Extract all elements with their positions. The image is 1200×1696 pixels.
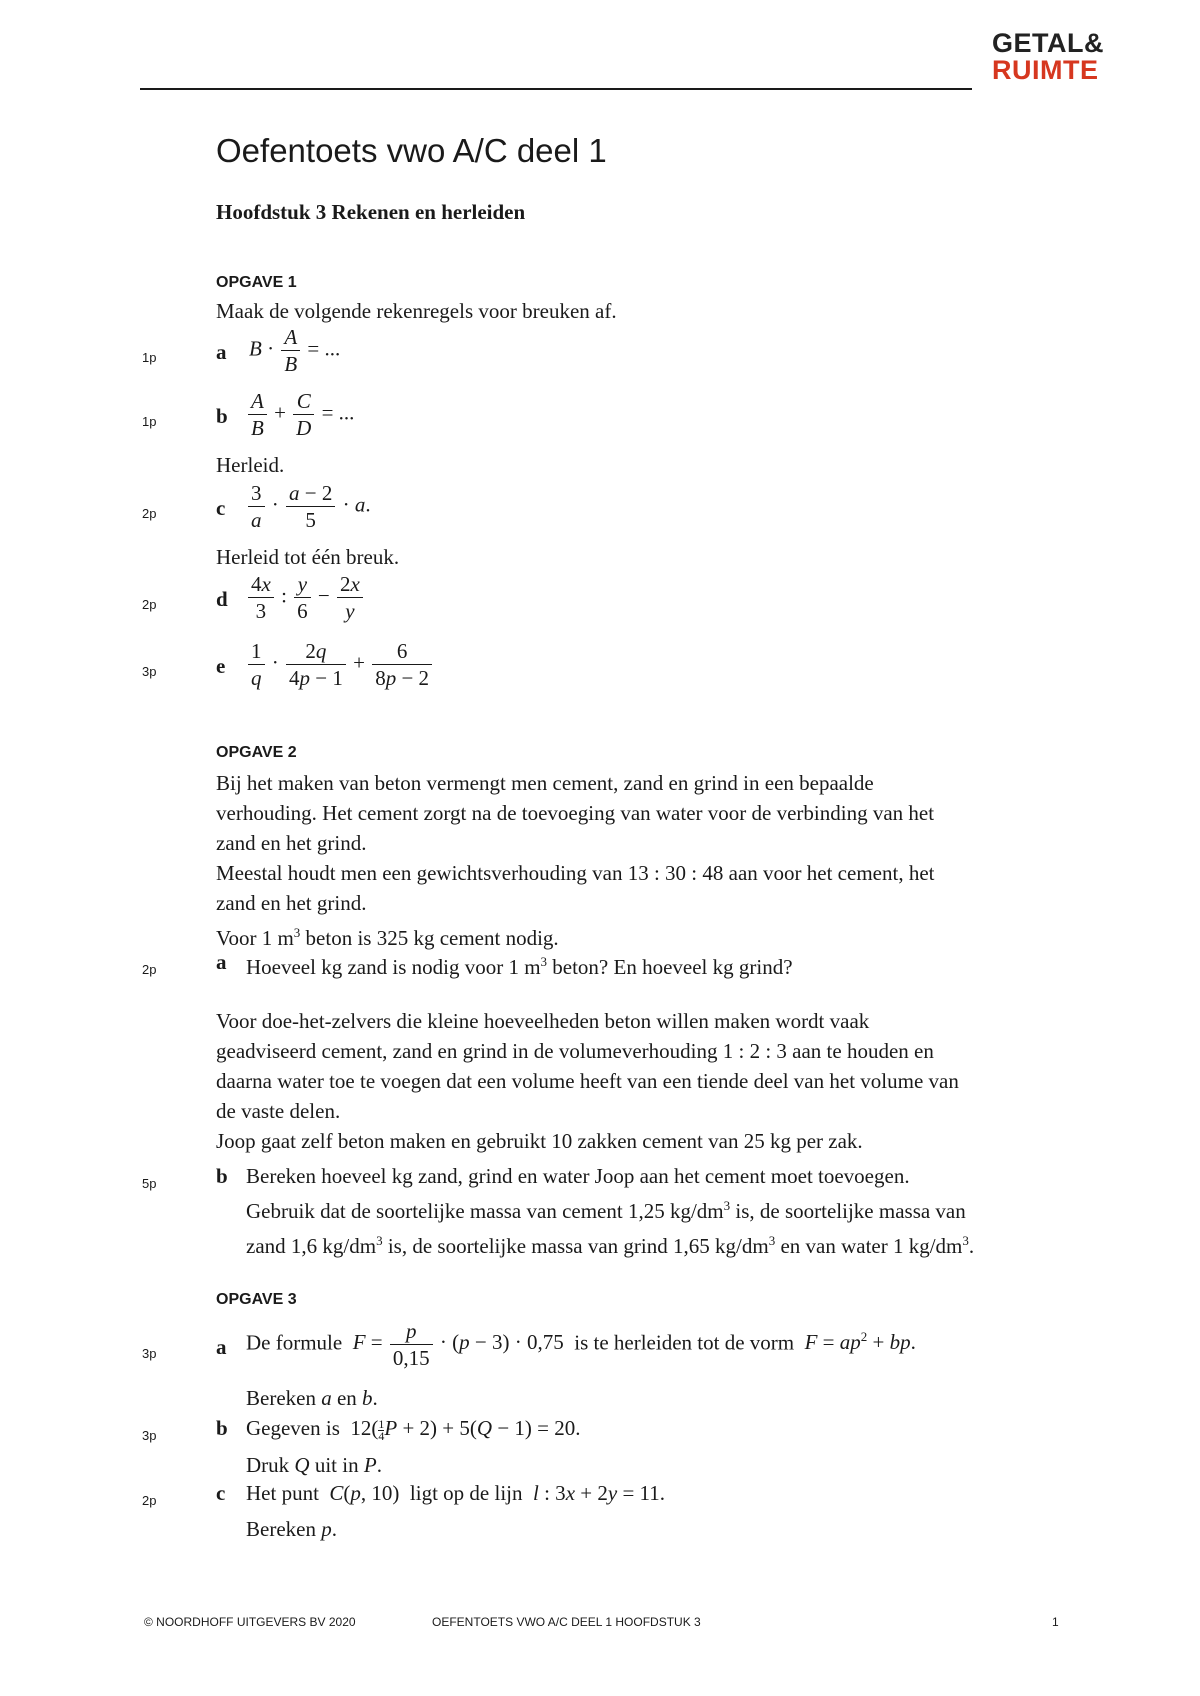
text-line: Joop gaat zelf beton maken en gebruikt 10 zakken cement van 25 kg per zak. [216,1129,863,1153]
formula-3c: l : 3x + 2y = 11. [533,1481,666,1505]
question-letter-3a: a [216,1335,227,1359]
question-3a-text: De formule F = $\frac{p}{0,15}$ · (p − 3) · 0,75 is te herleiden tot de vorm $F = ap^2$ + bp. [246,1319,916,1370]
formula-1b: $\frac{A}{B}$ + $\frac{C}{D}$ = ... [246,388,354,441]
points-3b: 3p [142,1428,157,1443]
points-3a: 3p [142,1346,157,1361]
question-letter-3c: c [216,1481,226,1505]
text-line: Voor doe-het-zelvers die kleine hoeveelheden beton willen maken wordt vaak [216,1009,870,1033]
points-1c: 2p [142,506,157,521]
question-letter-1c: c [216,496,226,520]
points-1b: 1p [142,414,157,429]
text-line: verhouding. Het cement zorgt na de toevoeging van water voor de verbinding van het [216,801,935,825]
question-3b-text: Gegeven is 12( $\frac{1}{4}$ P + 2) + 5(Q − 1) = 20. [246,1416,581,1443]
logo-line-1: GETAL& [992,28,1104,58]
text-line: zand en het grind. [216,831,367,855]
text-line: de vaste delen. [216,1099,341,1123]
logo-line-2: RUIMTE [992,55,1099,85]
footer-copyright: © NOORDHOFF UITGEVERS BV 2020 [144,1615,356,1629]
question-letter-1b: b [216,404,228,428]
footer-page-number: 1 [1052,1615,1059,1629]
opgave-2-heading: OPGAVE 2 [216,744,297,761]
points-2a: 2p [142,962,157,977]
opgave-3-heading: OPGAVE 3 [216,1291,297,1308]
points-1e: 3p [142,664,157,679]
page-title: Oefentoets vwo A/C deel 1 [216,132,607,169]
question-2b-text [246,1161,974,1261]
text-line: Bereken hoeveel kg zand, grind en water Joop aan het cement moet toevoegen. [246,1164,910,1188]
question-3b-line2: Druk Q uit in P. [246,1453,382,1477]
opgave-1-intro: Maak de volgende rekenregels voor breuken af. [216,299,617,323]
text-line: Gebruik dat de soortelijke massa van cement 1,25 $kg/dm^3$ is, de soortelijke massa van [246,1198,966,1223]
chapter-subtitle: Hoofdstuk 3 Rekenen en herleiden [216,200,526,224]
question-letter-2a: a [216,950,227,974]
header-rule [140,88,972,90]
text-line: daarna water toe te voegen dat een volume heeft van een tiende deel van het volume van [216,1069,959,1093]
text-line: zand 1,6 $kg/dm^3$ is, de soortelijke massa van grind 1,65 $kg/dm^3$ en van water 1 $kg/dm^3$. [246,1233,975,1258]
point-C: C(p, 10) [329,1481,405,1505]
formula-3b: 12( $\frac{1}{4}$ P + 2) + 5(Q − 1) = 20. [345,1416,581,1443]
question-letter-1d: d [216,587,228,611]
formula-1c: $\frac{3}{a}$ · $\frac{a - 2}{5}$ · a. [246,480,371,533]
question-letter-1a: a [216,340,227,364]
points-2b: 5p [142,1176,157,1191]
formula-1a: B · $\frac{A}{B}$ = ... [249,325,341,376]
instruction-herleid: Herleid. [216,453,285,477]
question-letter-2b: b [216,1164,228,1188]
formula-1d: $\frac{4x}{3}$ : $\frac{y}{6}$ − $\frac{2x}{y}$ [246,571,365,624]
text-line: Bij het maken van beton vermengt men cement, zand en grind in een bepaalde [216,771,874,795]
points-1a: 1p [142,350,157,365]
formula-3a-target: $F = ap^2$ + bp. [804,1329,916,1355]
text-line: Voor 1 $m^3$ beton is 325 kg cement nodig. [216,925,559,950]
text-line: zand en het grind. [216,891,367,915]
question-2a-text: Hoeveel kg zand is nodig voor 1 $m^3$ beton? En hoeveel kg grind? [246,954,793,979]
instruction-herleid-breuk: Herleid tot één breuk. [216,545,400,569]
question-letter-1e: e [216,654,226,678]
text-line: Meestal houdt men een gewichtsverhouding van 13 : 30 : 48 aan voor het cement, het [216,861,935,885]
points-1d: 2p [142,597,157,612]
question-3c-line2: Bereken p. [246,1517,337,1541]
opgave-2-text-2 [216,1006,959,1156]
question-letter-3b: b [216,1416,228,1440]
question-3a-line2: Bereken a en b. [246,1386,378,1410]
brand-logo [992,30,1104,84]
points-3c: 2p [142,1493,157,1508]
footer-doc-title: OEFENTOETS VWO A/C DEEL 1 HOOFDSTUK 3 [432,1615,701,1629]
formula-1e: $\frac{1}{q}$ · $\frac{2q}{4p - 1}$ + $\frac{6}{8p - 2}$ [246,638,434,691]
text-line: geadviseerd cement, zand en grind in de volumeverhouding 1 : 2 : 3 aan te houden en [216,1039,934,1063]
opgave-1-heading: OPGAVE 1 [216,274,297,291]
formula-3a: F = $\frac{p}{0,15}$ · (p − 3) · 0,75 [352,1319,569,1370]
question-3c-text: Het punt C(p, 10) ligt op de lijn l : 3x + 2y = 11. [246,1481,666,1505]
opgave-2-text [216,768,934,953]
